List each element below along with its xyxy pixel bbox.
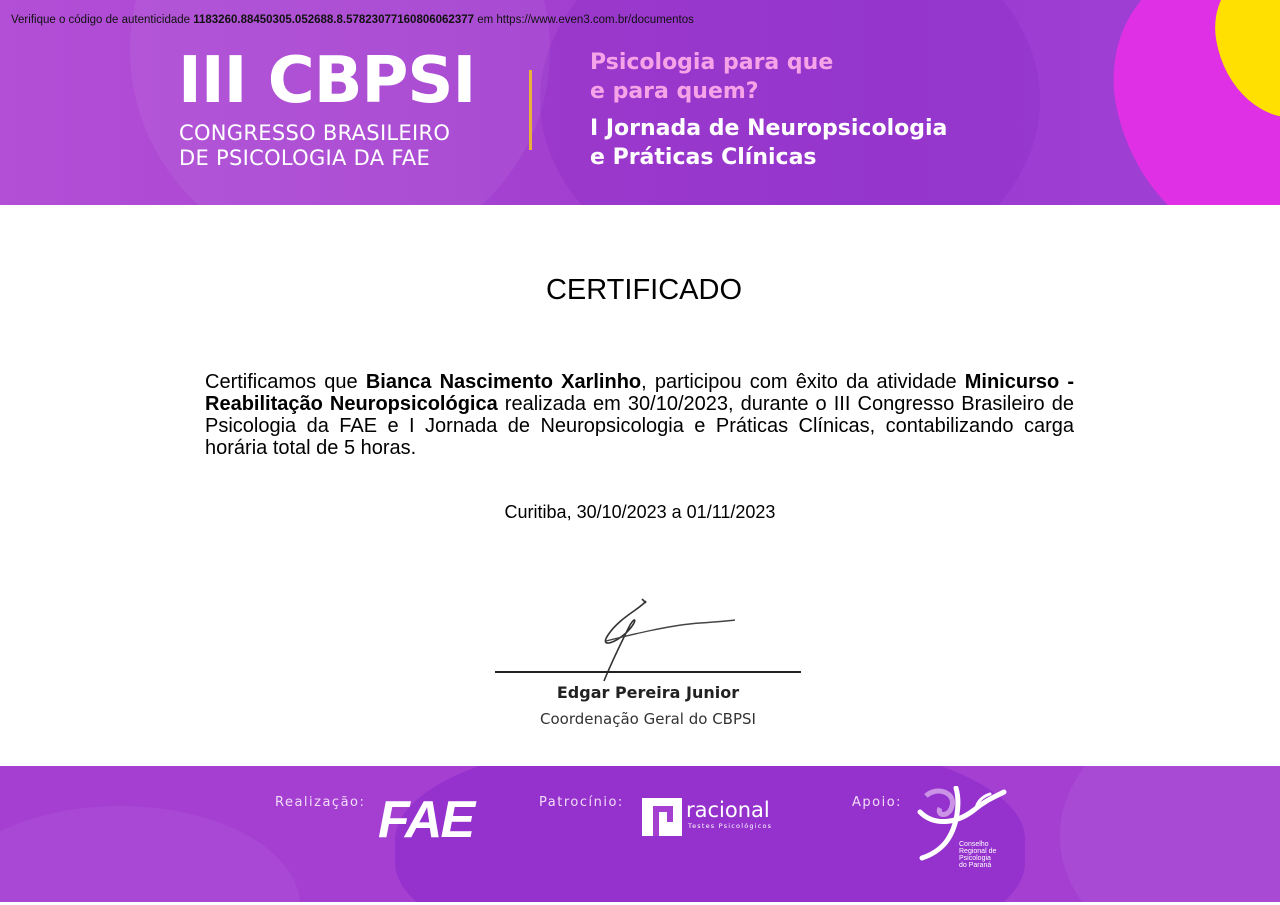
event-name <box>590 114 947 172</box>
fae-logo: FAE <box>378 791 474 849</box>
event-name-line: e Práticas Clínicas <box>590 145 817 170</box>
event-name-line: I Jornada de Neuropsicologia <box>590 116 948 141</box>
apoio-label: Apoio: <box>852 795 903 810</box>
header-banner <box>0 0 1280 205</box>
racional-tagline: Testes Psicológicos <box>688 822 773 830</box>
header-divider <box>529 70 532 150</box>
statement-intro: Certificamos que <box>205 371 366 393</box>
certificate-statement <box>205 371 1074 459</box>
verify-suffix: em https://www.even3.com.br/documentos <box>477 14 694 26</box>
statement-mid: , participou com êxito da atividade <box>641 371 965 393</box>
crp-line: do Paraná <box>959 862 992 869</box>
activity-name: Minicurso - Reabilitação Neuropsicológica <box>205 371 1075 415</box>
logo-sub-line: CONGRESSO BRASILEIRO <box>179 121 451 145</box>
crp-line: Psicologia <box>959 855 991 862</box>
event-logo-subtitle <box>179 121 450 171</box>
tagline-line: e para quem? <box>590 79 759 104</box>
realizacao-label: Realização: <box>275 795 366 810</box>
signature-line <box>495 671 801 673</box>
logo-sub-line: DE PSICOLOGIA DA FAE <box>179 146 431 170</box>
footer-decoration <box>1060 766 1280 902</box>
authenticity-notice <box>11 14 694 26</box>
statement-rest: realizada em 30/10/2023, durante o III Congresso Brasileiro de Psicologia da FAE e I Jornada de Neuropsicologia e Práticas Clínicas, contabilizando carga horária total de 5 horas. <box>205 393 1074 459</box>
tagline-line: Psicologia para que <box>590 50 834 75</box>
crp-line: Regional de <box>959 848 997 855</box>
crp-name <box>959 841 996 869</box>
place-date: Curitiba, 30/10/2023 a 01/11/2023 <box>504 502 776 522</box>
event-logo-title: III CBPSI <box>178 44 476 118</box>
verify-prefix: Verifique o código de autenticidade <box>11 14 191 26</box>
footer-decoration <box>0 806 300 902</box>
patrocinio-label: Patrocínio: <box>539 795 624 810</box>
racional-logo-icon <box>641 797 683 837</box>
signatory-role: Coordenação Geral do CBPSI <box>540 710 756 728</box>
signatory-name: Edgar Pereira Junior <box>556 683 740 702</box>
authenticity-code: 1183260.88450305.052688.8.57823077160806062377 <box>193 14 475 26</box>
racional-logo: racional <box>686 798 770 822</box>
certificate-title: CERTIFICADO <box>545 274 743 306</box>
event-tagline <box>590 48 833 106</box>
participant-name: Bianca Nascimento Xarlinho <box>365 371 642 393</box>
footer-sponsors <box>0 766 1280 902</box>
crp-line: Conselho <box>959 841 989 848</box>
